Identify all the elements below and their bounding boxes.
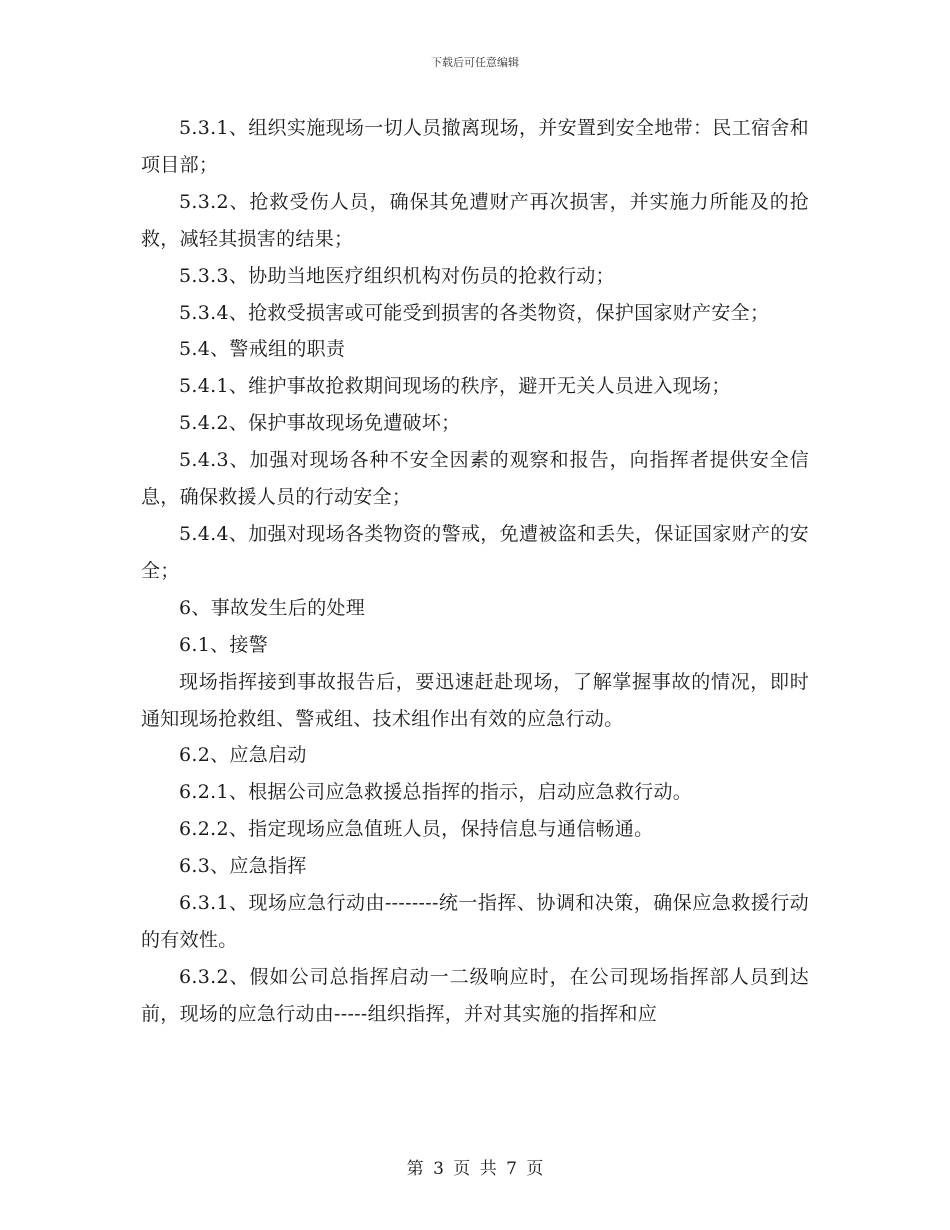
paragraph: 6.3.2、假如公司总指挥启动一二级响应时，在公司现场指挥部人员到达前，现场的应急行动由-----组织指挥，并对其实施的指挥和应 xyxy=(141,965,809,1025)
section-heading: 6.2、应急启动 xyxy=(179,744,307,767)
paragraph: 现场指挥接到事故报告后，要迅速赶赴现场，了解掌握事故的情况，即时通知现场抢救组、警戒组、技术组作出有效的应急行动。 xyxy=(141,670,809,730)
paragraph: 5.3.2、抢救受伤人员，确保其免遭财产再次损害，并实施力所能及的抢救，减轻其损害的结果； xyxy=(141,190,809,250)
paragraph: 5.3.4、抢救受损害或可能受到损害的各类物资，保护国家财产安全； xyxy=(179,301,770,324)
paragraph: 6.2.1、根据公司应急救援总指挥的指示，启动应急救行动。 xyxy=(179,781,693,804)
section-heading: 6、事故发生后的处理 xyxy=(179,596,366,619)
paragraph: 5.4.1、维护事故抢救期间现场的秩序，避开无关人员进入现场； xyxy=(179,375,731,398)
paragraph: 5.3.1、组织实施现场一切人员撤离现场，并安置到安全地带：民工宿舍和项目部； xyxy=(141,117,809,176)
page-number: 第 3 页 共 7 页 xyxy=(406,1159,544,1179)
paragraph: 5.4.4、加强对现场各类物资的警戒，免遭被盗和丢失，保证国家财产的安全； xyxy=(141,522,809,582)
paragraph: 5.3.3、协助当地医疗组织机构对伤员的抢救行动； xyxy=(179,264,615,287)
paragraph: 5.4.3、加强对现场各种不安全因素的观察和报告，向指挥者提供安全信息，确保救援人员的行动安全； xyxy=(141,449,809,509)
page-header: 下载后可任意编辑 xyxy=(431,56,519,69)
section-heading: 6.3、应急指挥 xyxy=(179,855,307,878)
paragraph: 6.3.1、现场应急行动由--------统一指挥、协调和决策，确保应急救援行动的有效性。 xyxy=(141,892,809,951)
paragraph: 6.2.2、指定现场应急值班人员，保持信息与通信畅通。 xyxy=(179,818,654,841)
document-body xyxy=(141,110,809,1033)
section-heading: 5.4、警戒组的职责 xyxy=(179,338,346,361)
paragraph: 5.4.2、保护事故现场免遭破坏； xyxy=(179,412,461,435)
section-heading: 6.1、接警 xyxy=(179,633,269,656)
